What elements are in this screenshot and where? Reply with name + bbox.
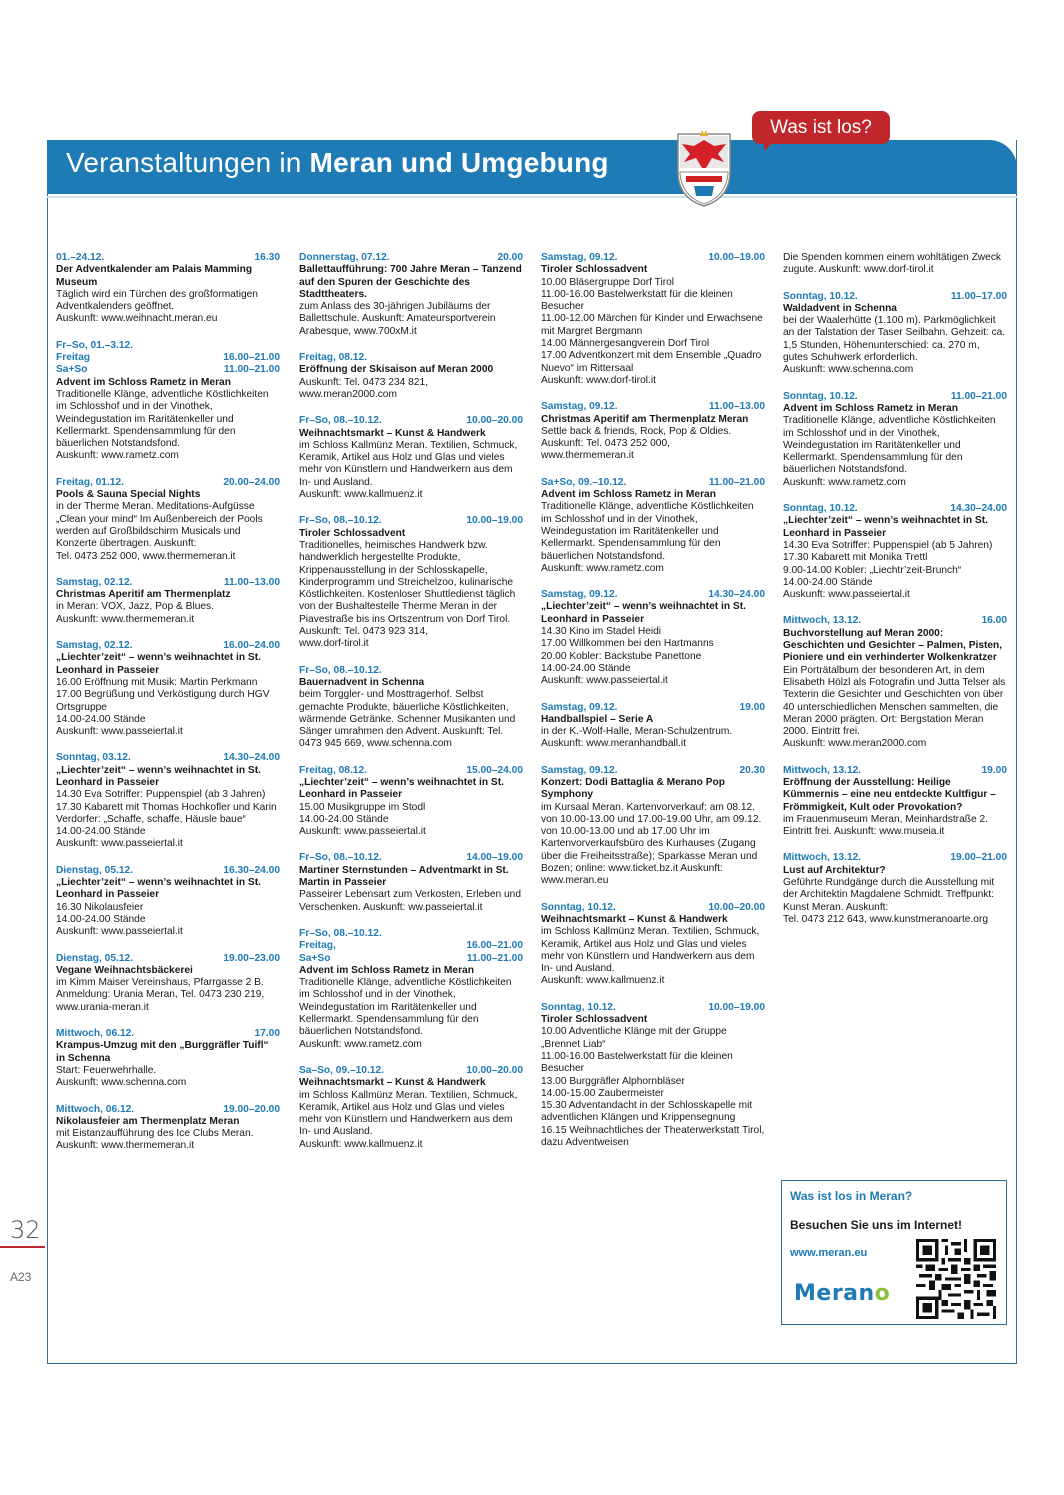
event-item [541,252,765,387]
event-title: Advent im Schloss Rametz in Meran [56,376,231,388]
event-description: Auskunft: www.dorf-tirol.it [541,374,656,386]
whats-on-bubble: Was ist los? [752,111,890,144]
event-day: Freitag [56,352,90,364]
event-description: 14.00-24.00 Stände [299,813,389,825]
event-time: 19.00–21.00 [950,852,1007,864]
event-description: Traditionelle Klänge, adventliche Köstlichkeiten im Schlosshof und in der Vinothek, Weindegustation im Raritätenkeller und Kellermarkt. Spendensammlung für den bäuerlichen Notstandsfond. [56,388,269,450]
event-title: Konzert: Dodi Battaglia & Merano Pop Symphony [541,776,725,801]
event-date: Mittwoch, 13.12. [783,764,862,776]
event-time: 16.30–24.00 [223,864,280,876]
event-description: im Kimm Maiser Vereinshaus, Pfarrgasse 2 B. Anmeldung: Urania Meran, Tel. 0473 230 219, www.urania-meran.it [56,977,265,1013]
event-description: beim Torggler- und Mosttragerhof. Selbst gemachte Produkte, bäuerliche Köstlichkeiten, wärmende Getränke. Schenner Musikanten und Sänger umrahmen den Advent. Auskunft: Tel. 0473 945 669, www.schenna.com [299,689,516,750]
event-description: 17.00 Adventkonzert mit dem Ensemble „Quadro Nuevo“ im Rittersaal [541,350,762,374]
event-item [541,765,765,888]
merano-logo [794,1281,890,1306]
event-description: Tel. 0473 252 000, www.thermemeran.it [56,550,236,562]
event-time: 11.00–13.00 [708,401,765,413]
event-date: Sa–So, 09.–10.12. [299,1064,384,1076]
event-description: im Frauenmuseum Meran, Meinhardstraße 2. Eintritt frei. Auskunft: www.museia.it [783,813,988,838]
event-description: 14.00-24.00 Stände [56,913,146,925]
event-date: Samstag, 09.12. [541,252,618,263]
event-item [56,340,280,463]
event-description: 14.30 Eva Sotriffer: Puppenspiel (ab 3 Jahren) [56,789,266,801]
event-item [56,1028,280,1089]
event-description: 17.30 Kabarett mit Thomas Hochkofler und Karin Verdorfer: „Schaffe, schaffe, Häusle baue“ [56,801,277,825]
event-time: 16.30 [254,252,280,263]
event-item [541,477,765,575]
event-date-line [541,765,765,777]
info-box [781,1180,1007,1325]
event-description: im Kursaal Meran. Kartenvorverkauf: am 08.12. von 10.00-13.00 und 17.00-19.00 Uhr, am 09.12. von 10.00-13.00 und ab 17.00 Uhr im Kartenvorverkaufsbüro des Kurhauses (Zugang über die Freiheitsstraße); Sparkasse Meran und Bozen; online: www.ticket.bz.it Auskunft: www.meran.eu [541,801,762,887]
event-title: Advent im Schloss Rametz in Meran [541,489,716,501]
event-date: Sonntag, 10.12. [541,901,616,913]
event-title: Weihnachtsmarkt – Kunst & Handwerk [299,1077,486,1089]
event-date: Mittwoch, 06.12. [56,1028,135,1040]
event-time: 11.00–21.00 [223,364,280,376]
event-title: Weihnachtsmarkt – Kunst & Handwerk [299,427,486,439]
event-date: Samstag, 09.12. [541,401,618,413]
event-time: 20.30 [739,764,765,776]
event-time: 14.30–24.00 [950,503,1007,515]
event-description: Auskunft: Tel. 0473 234 821, [299,376,428,388]
event-date-line [299,953,523,965]
merano-logo-o: o [874,1281,891,1306]
event-date-line [56,752,280,764]
event-date-line [56,364,280,376]
event-description: Tel. 0473 212 643, www.kunstmeranoarte.org [783,913,989,925]
event-date: Fr–So, 08.–10.12. [299,664,382,676]
event-time: 11.00–13.00 [223,576,280,588]
event-title: Buchvorstellung auf Meran 2000: Geschichten und Gesichter – Palmen, Pisten, Pioniere und ein verhinderter Wolkenkratzer [783,627,1003,664]
event-description: 11.00-12.00 Märchen für Kinder und Erwachsene mit Margret Bergmann [541,313,763,337]
event-item [783,252,1007,277]
event-time: 17.00 [254,1028,280,1040]
event-item [299,352,523,401]
event-time: 10.00–19.00 [708,252,765,263]
event-date-line [541,477,765,489]
event-description: 14.00-24.00 Stände [56,826,146,838]
event-item [541,702,765,751]
event-description: 14.00-24.00 Stände [783,576,873,588]
event-title: „Liechter’zeit“ – wenn’s weihnachtet in St. Leonhard in Passeier [56,652,261,676]
event-date-line [541,1002,765,1014]
event-description: 16.15 Weihnachtliches der Theaterwerkstatt Tirol, dazu Adventweisen [541,1124,765,1148]
event-title: Krampus-Umzug mit den „Burggräfler Tuifl“ in Schenna [56,1040,269,1064]
event-item [299,252,523,338]
event-item [783,291,1007,377]
event-title: „Liechter’zeit“ – wenn’s weihnachtet in St. Leonhard in Passeier [56,877,261,901]
event-title: Martiner Sternstunden – Adventmarkt in St. Martin in Passeier [299,864,509,889]
event-description: in der K.-Wolf-Halle, Meran-Schulzentrum. Auskunft: www.meranhandball.it [541,726,733,750]
event-description: Traditionelle Klänge, adventliche Köstlichkeiten im Schlosshof und in der Vinothek, Weindegustation im Raritätenkeller und Kellermarkt. Spendensammlung für den bäuerlichen Notstandsfond. [299,977,512,1038]
event-description: 11.00-16.00 Bastelwerkstatt für die kleinen Besucher [541,288,733,313]
event-description: Auskunft: www.passeiertal.it [783,589,910,601]
event-description: mit Eistanzaufführung des Ice Clubs Meran. [56,1128,254,1140]
event-time: 16.00 [981,615,1007,627]
event-description: 15.00 Musikgruppe im Stodl [299,801,426,813]
event-title: „Liechter’zeit“ – wenn’s weihnachtet in St. Leonhard in Passeier [56,764,261,788]
event-date-line [783,852,1007,864]
event-time: 19.00–20.00 [223,1103,280,1115]
event-date: Sonntag, 10.12. [783,390,858,402]
event-date-line [56,577,280,589]
event-item [56,865,280,939]
event-time: 10.00–20.00 [466,415,523,427]
event-date: Fr–So, 08.–10.12. [299,515,382,527]
event-date: Dienstag, 05.12. [56,952,134,964]
event-description: Auskunft: www.thermemeran.it [56,1140,195,1152]
event-date: Dienstag, 05.12. [56,864,134,876]
event-time: 16.00–24.00 [223,640,280,652]
event-date: Freitag, 01.12. [56,476,124,488]
event-item [299,765,523,839]
event-description: www.meran2000.com [299,388,397,400]
event-description: Settle back & friends, Rock, Pop & Oldies. Auskunft: Tel. 0473 252 000, [541,425,732,450]
event-description: Traditionelles, heimisches Handwerk bzw. handwerklich hergestellte Produkte, Krippenausstellung in der Schlosskapelle, Kinderprogramm und Streichelzoo, kulinarische Köstlichkeiten. Kostenloser Shuttledienst täglich von der Bushaltestelle Therme Meran in der Piavestraße bis ins Ortszentrum von Dorf Tirol. Auskunft: Tel. 0473 923 314, [299,539,516,638]
event-item [299,852,523,913]
event-time: 10.00–20.00 [466,1064,523,1076]
event-item [56,252,280,326]
event-description: 14.30 Kino im Stadel Heidi [541,626,662,638]
event-date: Sonntag, 03.12. [56,752,131,764]
event-time: 15.00–24.00 [466,764,523,776]
event-date: Sa+So, 09.–10.12. [541,476,627,488]
event-item [299,928,523,1051]
events-column-4 [783,252,1007,940]
event-day: Sa+So [56,364,88,376]
event-description: 16.00 Eröffnung mit Musik: Martin Perkmann [56,676,258,688]
event-description: 10.00 Bläsergruppe Dorf Tirol [541,276,675,288]
event-title: Vegane Weihnachtsbäckerei [56,964,193,976]
event-description: 15.30 Adventandacht in der Schlosskapelle mit adventlichen Klängen und Krippensegnung [541,1100,753,1124]
event-description: Auskunft: www.kallmuenz.it [541,975,665,987]
event-description: Auskunft: www.passeiertal.it [299,826,426,838]
event-title: Weihnachtsmarkt – Kunst & Handwerk [541,913,728,925]
event-time: 20.00–24.00 [223,476,280,488]
event-description: 16.30 Nikolausfeier [56,901,144,913]
event-time: 11.00–21.00 [466,952,523,964]
event-time: 11.00–21.00 [950,390,1007,402]
event-title: Bauernadvent in Schenna [299,676,425,688]
event-date-line [783,391,1007,403]
event-description: Auskunft: www.schenna.com [783,364,914,376]
event-date: Sonntag, 10.12. [783,290,858,302]
event-date: Sonntag, 10.12. [783,503,858,515]
event-date: Mittwoch, 13.12. [783,615,862,627]
event-time: 16.00–21.00 [466,940,523,952]
event-title: Der Adventkalender am Palais Mamming Museum [56,264,253,288]
event-time: 10.00–19.00 [466,515,523,527]
event-date: Fr–So, 08.–10.12. [299,415,382,427]
event-description: 14.00-24.00 Stände [56,713,146,725]
event-item [56,577,280,626]
page-rule [0,1246,45,1248]
event-item [56,953,280,1014]
event-description: Start: Feuerwehrhalle. [56,1064,157,1076]
events-column-3 [541,252,765,1163]
event-description: 14.00-24.00 Stände [541,662,631,674]
event-date: Samstag, 09.12. [541,589,618,601]
event-description: Auskunft: www.rametz.com [783,476,906,488]
event-title: Waldadvent in Schenna [783,302,897,314]
event-date: Sonntag, 10.12. [541,1001,616,1013]
event-date-line [541,401,765,413]
event-title: Lust auf Architektur? [783,864,886,876]
merano-logo-main: Meran [794,1281,875,1306]
page-number: 32 [10,1216,41,1244]
event-time: 14.30–24.00 [223,752,280,764]
event-item [56,752,280,850]
event-description: Geführte Rundgänge durch die Ausstellung mit der Architektin Magdalene Schmidt. Treffpunkt: Kunst Meran. Auskunft: [783,877,995,913]
event-date-line [56,1028,280,1040]
event-description: Auskunft: www.weihnacht.meran.eu [56,313,218,325]
event-date-line [56,252,280,264]
event-time: 19.00–23.00 [223,952,280,964]
event-date: Samstag, 09.12. [541,701,618,713]
event-description: Ein Porträtalbum der besonderen Art, in dem Elisabeth Hölzl als Fotografin und Jutta Telser als Texterin die Gesichter und Geschichten von über 40 unterschiedlichen Menschen sammelten, die Meran 2000 prägten. Ort: Bergstation Meran 2000. Eintritt frei. [783,664,1006,738]
event-item [299,665,523,751]
event-date-line [783,503,1007,515]
event-date: Fr–So, 01.–3.12. [56,339,134,351]
event-description: Auskunft: www.passeiertal.it [541,675,668,687]
event-description: in Meran: VOX, Jazz, Pop & Blues. [56,601,214,613]
event-item [299,515,523,650]
event-date: Samstag, 02.12. [56,576,133,588]
event-description: 14.00-15.00 Zaubermeister [541,1087,664,1099]
event-date-line [56,953,280,965]
event-time: 14.30–24.00 [708,589,765,601]
event-title: „Liechter’zeit“ – wenn’s weihnachtet in St. Leonhard in Passeier [541,601,746,625]
event-description: Traditionelle Klänge, adventliche Köstlichkeiten im Schlosshof und in der Vinothek, Weindegustation im Raritätenkeller und Kellermarkt. Spendensammlung für den bäuerlichen Notstandsfond. [783,415,996,476]
events-column-2 [299,252,523,1165]
event-item [56,1104,280,1153]
event-date: Samstag, 02.12. [56,640,133,652]
event-date: Fr–So, 08.–10.12. [299,852,382,864]
page-title [66,147,609,179]
event-description: zum Anlass des 30-jährigen Jubiläums der Ballettschule. Auskunft: Amateursportverein Arabesque, www.700xM.it [299,301,496,337]
event-description: Auskunft: www.passeiertal.it [56,838,183,850]
event-description: Passeirer Lebensart zum Verkosten, Erleben und Verschenken. Auskunft: ww.passeiertal.it [299,889,521,913]
event-date-line [56,340,280,352]
event-item [783,503,1007,601]
event-title: Nikolausfeier am Thermenplatz Meran [56,1115,240,1127]
event-date-line [56,865,280,877]
event-time: 19.00 [739,701,765,713]
event-title: Eröffnung der Skisaison auf Meran 2000 [299,364,494,376]
event-date-line [299,1065,523,1077]
event-description: 14.30 Eva Sotriffer: Puppenspiel (ab 5 Jahren) [783,539,993,551]
event-date-line [541,702,765,714]
event-day: Freitag, [299,940,336,952]
event-date: 01.–24.12. [56,252,105,263]
event-date: Mittwoch, 13.12. [783,852,862,864]
event-description: Auskunft: www.kallmuenz.it [299,1138,423,1150]
event-title: „Liechter’zeit“ – wenn’s weihnachtet in St. Leonhard in Passeier [783,515,988,539]
event-description: 17.30 Kabarett mit Monika Trettl [783,552,928,564]
event-title: „Liechter’zeit“ – wenn’s weihnachtet in St. Leonhard in Passeier [299,776,504,801]
event-description: Auskunft: www.kallmuenz.it [299,489,423,501]
event-date-line [299,940,523,952]
event-description: Die Spenden kommen einem wohltätigen Zweck zugute. Auskunft: www.dorf-tirol.it [783,252,1002,276]
event-description: im Schloss Kallmünz Meran. Textilien, Schmuck, Keramik, Artikel aus Holz und Glas und vieles mehr von Künstlern und Handwerkern aus dem In- und Ausland. [299,1089,518,1138]
event-item [541,589,765,687]
event-time: 11.00–21.00 [708,476,765,488]
event-description: im Schloss Kallmünz Meran. Textilien, Schmuck, Keramik, Artikel aus Holz und Glas und vieles mehr von Künstlern und Handwerkern aus dem In- und Ausland. [299,439,518,488]
event-date-line [299,415,523,427]
event-item [299,1065,523,1151]
event-time: 20.00 [497,252,523,263]
event-item [56,640,280,738]
event-title: Christmas Aperitif am Thermenplatz Meran [541,413,749,425]
event-title: Christmas Aperitif am Thermenplatz [56,589,231,601]
page-title-light: Veranstaltungen in [66,147,310,178]
qr-code-icon[interactable] [916,1239,996,1319]
event-title: Advent im Schloss Rametz in Meran [299,964,474,976]
event-date-line [299,928,523,940]
event-description: 13.00 Burggräfler Alphornbläser [541,1075,685,1087]
event-date-line [56,477,280,489]
event-date: Donnerstag, 07.12. [299,252,390,263]
event-title: Advent im Schloss Rametz in Meran [783,402,958,414]
event-description: in der Therme Meran. Meditations-Aufgüsse „Clean your mind“ Im Außenbereich der Pools werden auf Großbildschirm Musicals und Konzerte übertragen. Auskunft: [56,501,263,550]
event-item [783,391,1007,489]
event-time: 19.00 [981,764,1007,776]
event-description: 20.00 Kobler: Backstube Panettone [541,650,702,662]
event-item [783,615,1007,750]
event-date-line [541,902,765,914]
event-title: Handballspiel – Serie A [541,713,654,725]
coat-of-arms-icon [672,124,736,208]
page-title-bold: Meran und Umgebung [309,147,609,178]
event-date-line [56,640,280,652]
event-item [56,477,280,563]
event-time: 16.00–21.00 [223,352,280,364]
event-title: Tiroler Schlossadvent [541,264,648,276]
event-date-line [783,615,1007,627]
event-description: Täglich wird ein Türchen des großformatigen Adventkalenders geöffnet. [56,288,258,313]
event-description: 17.00 Begrüßung und Verköstigung durch HGV Ortsgruppe [56,689,270,713]
event-time: 14.00–19.00 [466,852,523,864]
event-date-line [299,252,523,264]
event-description: 10.00 Adventliche Klänge mit der Gruppe „Brennet Liab“ [541,1026,727,1050]
info-question: Was ist los in Meran? [790,1189,913,1203]
event-description: Auskunft: www.meran2000.com [783,738,927,750]
event-day: Sa+So [299,952,331,964]
event-date: Samstag, 09.12. [541,764,618,776]
event-description: bei der Waalerhütte (1.100 m). Parkmöglichkeit an der Talstation der Taser Seilbahn. Gehzeit: ca. 1,5 Stunden, Höhenunterschied: ca. 270 m, gutes Schuhwerk erforderlich. [783,315,1006,364]
event-description: Auskunft: www.passeiertal.it [56,726,183,738]
event-description: Auskunft: www.schenna.com [56,1077,187,1089]
page-code: A23 [10,1270,32,1284]
event-description: Auskunft: www.thermemeran.it [56,613,195,625]
event-title: Ballettaufführung: 700 Jahre Meran – Tanzend auf den Spuren der Geschichte des Stadttheaters. [299,264,522,300]
event-date-line [299,665,523,677]
event-item [299,415,523,501]
event-description: 9.00-14.00 Kobler: „Liechtr’zeit-Brunch“ [783,564,962,576]
event-item [541,1002,765,1150]
event-item [783,765,1007,839]
event-description: Traditionelle Klänge, adventliche Köstlichkeiten im Schlosshof und in der Vinothek, Weindegustation im Raritätenkeller und Kellermarkt. Spendensammlung für den bäuerlichen Notstandsfond. [541,501,754,562]
event-date-line [783,765,1007,777]
event-date-line [299,515,523,527]
event-description: Auskunft: www.rametz.com [541,562,664,574]
event-date-line [299,852,523,864]
event-description: 11.00-16.00 Bastelwerkstatt für die kleinen Besucher [541,1050,733,1075]
event-date-line [783,291,1007,303]
events-column-1 [56,252,280,1167]
event-description: 14.00 Männergesangverein Dorf Tirol [541,338,710,350]
event-title: Eröffnung der Ausstellung: Heilige Kümmernis – eine neu entdeckte Kultfigur – Frömmigkeit, Kult oder Provokation? [783,776,996,813]
event-date-line [541,589,765,601]
event-time: 11.00–17.00 [950,290,1007,302]
event-title: Pools & Sauna Special Nights [56,489,201,501]
event-item [783,852,1007,926]
event-description: www.dorf-tirol.it [299,638,369,650]
event-date: Fr–So, 08.–10.12. [299,927,382,939]
info-url-link[interactable]: www.meran.eu [790,1247,868,1259]
event-description: Auskunft: www.rametz.com [299,1038,422,1050]
event-description: Auskunft: www.passeiertal.it [56,926,183,938]
event-date-line [541,252,765,264]
event-description: www.thermemeran.it [541,450,634,462]
event-date-line [56,1104,280,1116]
event-item [541,401,765,462]
event-title: Tiroler Schlossadvent [299,527,406,539]
event-description: Auskunft: www.rametz.com [56,450,179,462]
info-visit-text: Besuchen Sie uns im Internet! [790,1218,963,1232]
event-date-line [299,765,523,777]
event-description: 17.00 Willkommen bei den Hartmanns [541,638,714,650]
event-time: 10.00–19.00 [708,1001,765,1013]
event-title: Tiroler Schlossadvent [541,1014,648,1026]
event-date-line [299,352,523,364]
event-description: im Schloss Kallmünz Meran. Textilien, Schmuck, Keramik, Artikel aus Holz und Glas und vieles mehr von Künstlern und Handwerkern aus dem In- und Ausland. [541,926,760,975]
event-time: 10.00–20.00 [708,901,765,913]
event-date: Freitag, 08.12. [299,352,367,364]
event-date-line [56,352,280,364]
event-date: Mittwoch, 06.12. [56,1103,135,1115]
event-item [541,902,765,988]
event-date: Freitag, 08.12. [299,764,367,776]
